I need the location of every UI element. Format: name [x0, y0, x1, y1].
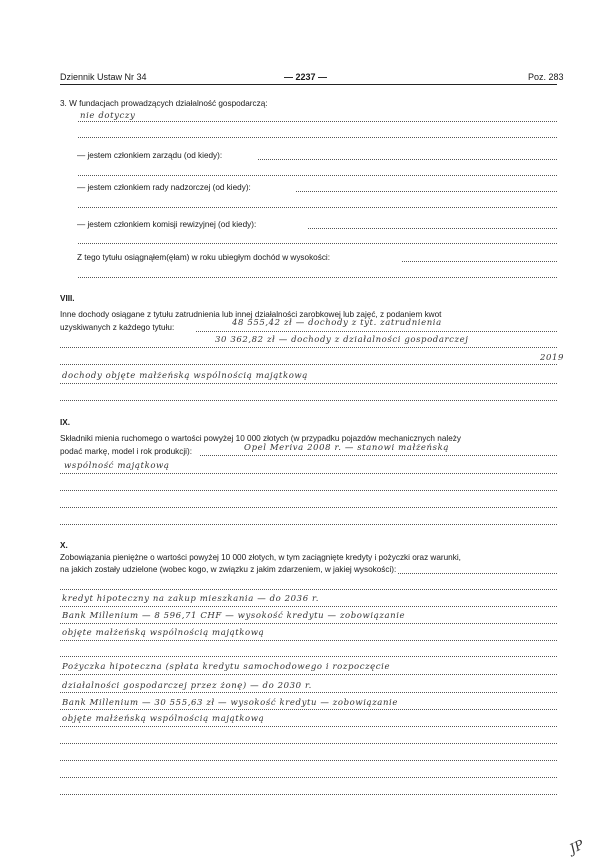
fill-line [78, 207, 557, 208]
board-label: — jestem członkiem zarządu (od kiedy): [77, 151, 223, 160]
header-rule [60, 84, 557, 85]
section-x-handwritten-7: objęte małżeńską wspólnością majątkową [62, 714, 265, 724]
section-x-text-1: Zobowiązania pieniężne o wartości powyżej 10 000 złotych, w tym zaciągnięte kredyty i pożyczki oraz warunki, [60, 553, 461, 562]
audit-label: — jestem członkiem komisji rewizyjnej (od kiedy): [77, 220, 257, 229]
fill-line [60, 606, 557, 607]
section-viii-handwritten-1: 48 555,42 zł — dochody z tyt. zatrudnienia [232, 318, 442, 328]
section-ix-text-1: Składniki mienia ruchomego o wartości powyżej 10 000 złotych (w przypadku pojazdów mechanicznych należy [60, 434, 461, 443]
fill-line [78, 137, 557, 138]
fill-line [78, 175, 557, 176]
section-x-handwritten-2: Bank Millenium — 8 596,71 CHF — wysokość kredytu — zobowiązanie [62, 611, 406, 621]
fill-line [60, 589, 557, 590]
fill-line [60, 760, 557, 761]
section-viii-text-2: uzyskiwanych z każdego tytułu: [60, 323, 175, 332]
fill-line [60, 364, 557, 365]
signature: JP [567, 837, 587, 858]
fill-line [60, 623, 557, 624]
fill-line [60, 383, 557, 384]
fill-line [60, 656, 557, 657]
fill-line [308, 228, 557, 229]
section-viii-heading: VIII. [60, 294, 75, 303]
fill-line [60, 794, 557, 795]
section-ix-handwritten-1: Opel Meriva 2008 r. — stanowi małżeńską [244, 443, 449, 453]
fill-line [296, 191, 557, 192]
fill-line [60, 490, 557, 491]
journal-title: Dziennik Ustaw Nr 34 [60, 72, 147, 82]
section-x-handwritten-1: kredyt hipoteczny na zakup mieszkania — do 2036 r. [62, 594, 320, 604]
fill-line [196, 331, 557, 332]
fill-line [60, 473, 557, 474]
fill-line [60, 640, 557, 641]
section-viii-handwritten-2: 30 362,82 zł — dochody z działalności gospodarczej [215, 335, 469, 345]
section-x-handwritten-6: Bank Millenium — 30 555,63 zł — wysokość kredytu — zobowiązanie [62, 698, 398, 708]
fill-line [398, 573, 557, 574]
section-x-text-2: na jakich zostały udzielone (wobec kogo, w związku z jakim zdarzeniem, w jakiej wysokości): [60, 565, 397, 574]
section-x-handwritten-4: Pożyczka hipoteczna (spłata kredytu samochodowego i rozpoczęcie [62, 662, 391, 672]
section-viii-handwritten-2b: 2019 [540, 353, 565, 363]
section-viii-text-1: Inne dochody osiągane z tytułu zatrudnienia lub innej działalności zarobkowej lub zajęć, z podaniem kwot [60, 310, 442, 319]
fill-line [402, 261, 557, 262]
page-number: — 2237 — [284, 72, 328, 82]
fill-line [60, 692, 557, 693]
fill-line [78, 121, 557, 122]
section-x-handwritten-3: objęte małżeńską wspólnością majątkową [62, 628, 265, 638]
fill-line [60, 674, 557, 675]
fill-line [60, 400, 557, 401]
income-label: Z tego tytułu osiągnąłem(ęłam) w roku ubiegłym dochód w wysokości: [77, 253, 331, 262]
fill-line [258, 159, 557, 160]
item3-label: 3. W fundacjach prowadzących działalność gospodarczą: [60, 99, 268, 108]
section-ix-text-2: podać markę, model i rok produkcji): [60, 447, 192, 456]
fill-line [60, 507, 557, 508]
fill-line [60, 709, 557, 710]
fill-line [200, 455, 557, 456]
position-number: Poz. 283 [528, 72, 564, 82]
fill-line [60, 777, 557, 778]
fill-line [60, 743, 557, 744]
section-viii-handwritten-3: dochody objęte małżeńską wspólnością majątkową [62, 371, 308, 381]
fill-line [60, 726, 557, 727]
fill-line [78, 243, 557, 244]
fill-line [60, 347, 557, 348]
section-x-heading: X. [60, 541, 68, 550]
fill-line [60, 524, 557, 525]
fill-line [78, 277, 557, 278]
section-ix-heading: IX. [60, 418, 71, 427]
section-ix-handwritten-2: wspólność majątkową [64, 461, 170, 471]
item3-handwritten: nie dotyczy [80, 111, 136, 121]
section-x-handwritten-5: działalności gospodarczej przez żonę) — do 2030 r. [62, 681, 312, 691]
supervisory-label: — jestem członkiem rady nadzorczej (od kiedy): [77, 183, 251, 192]
